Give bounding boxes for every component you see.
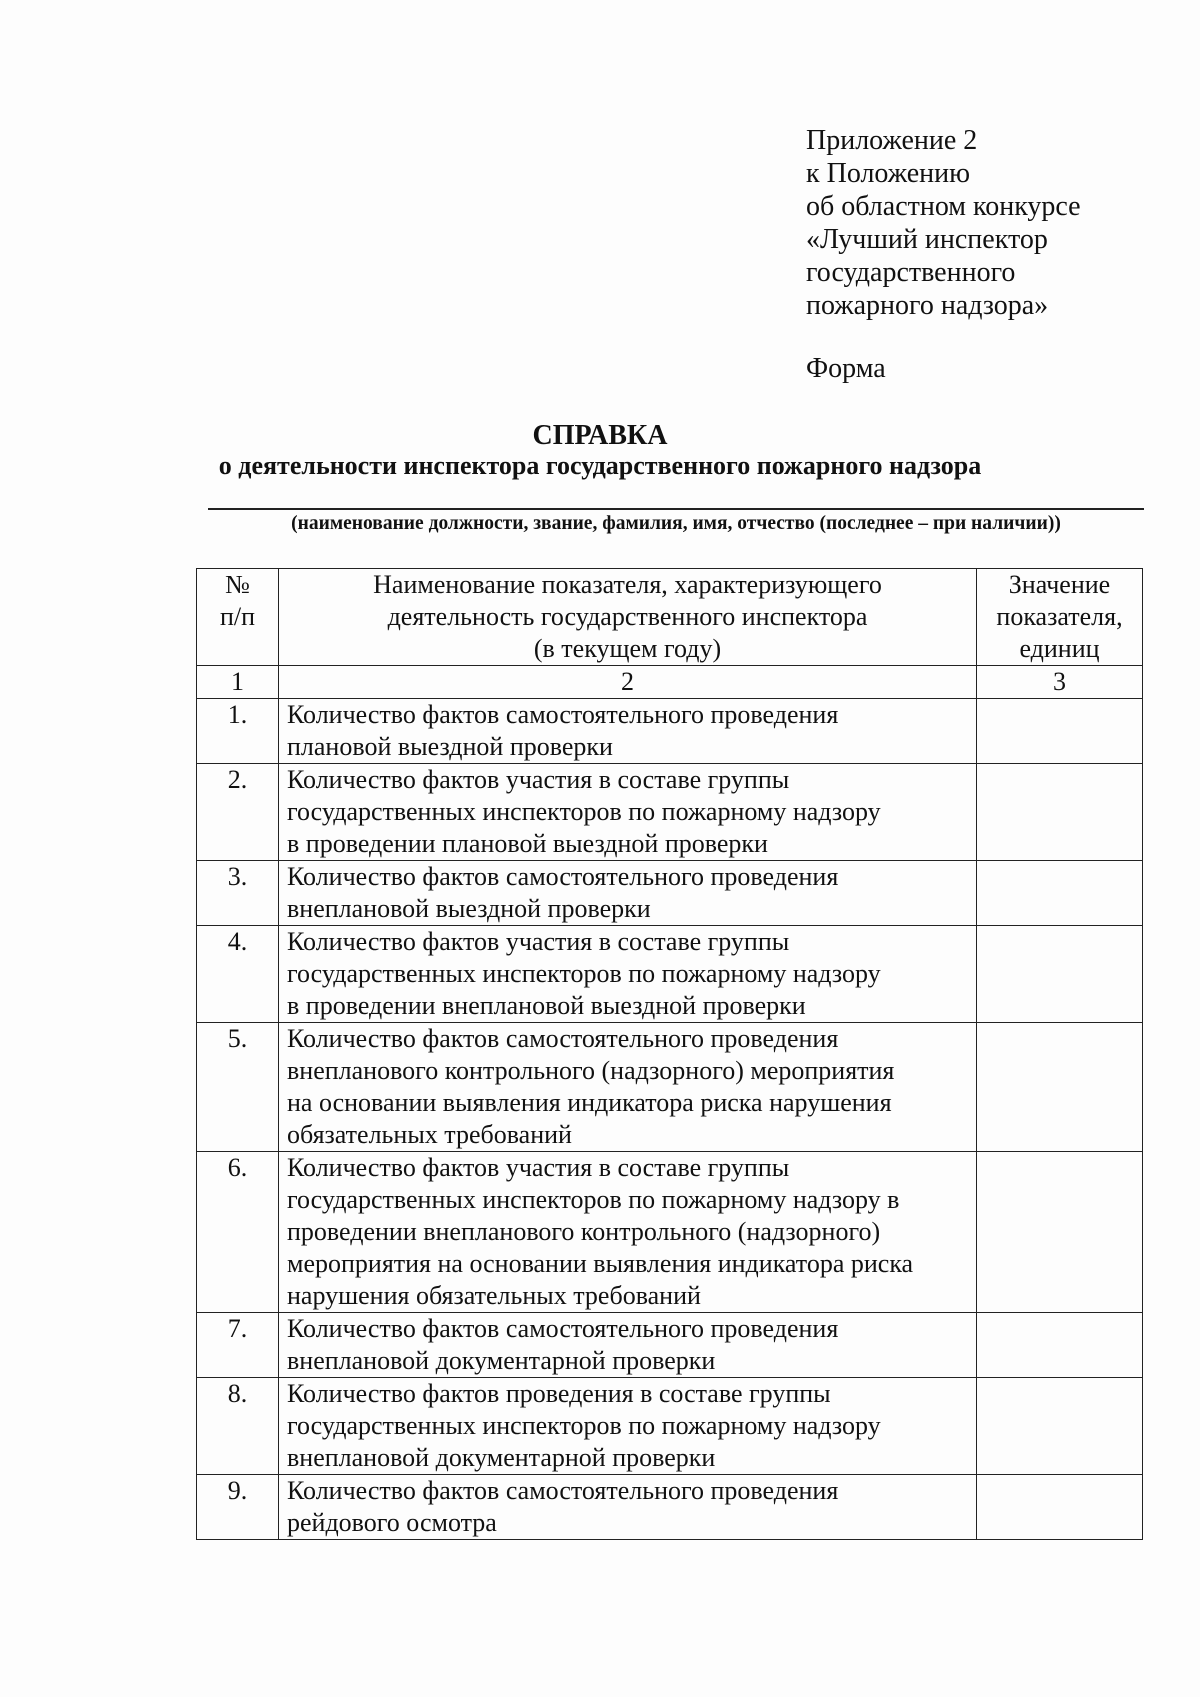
column-numbers-row — [197, 666, 1143, 699]
table-row — [197, 861, 1143, 926]
row-indicator-name: Количество фактов участия в составе группы государственных инспекторов по пожарному надзору в проведении внеплановой выездной проверки — [279, 926, 977, 1023]
table-row — [197, 764, 1143, 861]
document-title: СПРАВКА — [532, 420, 668, 451]
fill-in-line — [208, 508, 1144, 510]
row-indicator-name: Количество фактов самостоятельного проведения рейдового осмотра — [279, 1475, 977, 1540]
row-number: 1. — [197, 699, 279, 764]
appendix-line: к Положению — [806, 158, 971, 189]
row-number: 3. — [197, 861, 279, 926]
table-row — [197, 1313, 1143, 1378]
row-number: 8. — [197, 1378, 279, 1475]
column-number: 3 — [977, 666, 1143, 699]
row-value-cell[interactable] — [977, 699, 1143, 764]
appendix-line: пожарного надзора» — [806, 290, 1049, 321]
table-row — [197, 1475, 1143, 1540]
row-value-cell[interactable] — [977, 764, 1143, 861]
row-number: 5. — [197, 1023, 279, 1152]
table-row — [197, 926, 1143, 1023]
table-row — [197, 1152, 1143, 1313]
row-indicator-name: Количество фактов самостоятельного проведения внепланового контрольного (надзорного) мероприятия на основании выявления индикатора риска нарушения обязательных требований — [279, 1023, 977, 1152]
table-row — [197, 1023, 1143, 1152]
header-number: № п/п — [197, 569, 279, 666]
row-value-cell[interactable] — [977, 1152, 1143, 1313]
appendix-line: Приложение 2 — [806, 125, 978, 156]
column-number: 1 — [197, 666, 279, 699]
appendix-block — [806, 124, 1081, 322]
table-row — [197, 699, 1143, 764]
row-indicator-name: Количество фактов проведения в составе группы государственных инспекторов по пожарному надзору внеплановой документарной проверки — [279, 1378, 977, 1475]
indicators-table — [196, 568, 1143, 1540]
table-header-row — [197, 569, 1143, 666]
row-value-cell[interactable] — [977, 1475, 1143, 1540]
row-indicator-name: Количество фактов самостоятельного проведения внеплановой выездной проверки — [279, 861, 977, 926]
row-number: 9. — [197, 1475, 279, 1540]
row-value-cell[interactable] — [977, 1023, 1143, 1152]
row-value-cell[interactable] — [977, 861, 1143, 926]
row-number: 4. — [197, 926, 279, 1023]
fill-in-caption: (наименование должности, звание, фамилия, имя, отчество (последнее – при наличии)) — [291, 513, 1061, 534]
document-subtitle: о деятельности инспектора государственного пожарного надзора — [218, 451, 982, 480]
column-number: 2 — [279, 666, 977, 699]
row-value-cell[interactable] — [977, 1378, 1143, 1475]
row-number: 6. — [197, 1152, 279, 1313]
row-number: 7. — [197, 1313, 279, 1378]
header-name: Наименование показателя, характеризующего деятельность государственного инспектора (в текущем году) — [279, 569, 977, 666]
appendix-line: «Лучший инспектор — [806, 224, 1048, 255]
header-value: Значение показателя, единиц — [977, 569, 1143, 666]
form-label: Форма — [806, 353, 886, 384]
row-indicator-name: Количество фактов участия в составе группы государственных инспекторов по пожарному надзору в проведении внепланового контрольного (надзорного) мероприятия на основании выявления индикатора риска нарушения обязательных требований — [279, 1152, 977, 1313]
row-value-cell[interactable] — [977, 926, 1143, 1023]
row-indicator-name: Количество фактов самостоятельного проведения плановой выездной проверки — [279, 699, 977, 764]
row-number: 2. — [197, 764, 279, 861]
row-value-cell[interactable] — [977, 1313, 1143, 1378]
row-indicator-name: Количество фактов участия в составе группы государственных инспекторов по пожарному надзору в проведении плановой выездной проверки — [279, 764, 977, 861]
row-indicator-name: Количество фактов самостоятельного проведения внеплановой документарной проверки — [279, 1313, 977, 1378]
appendix-line: об областном конкурсе — [806, 191, 1081, 222]
table-row — [197, 1378, 1143, 1475]
appendix-line: государственного — [806, 257, 1016, 288]
